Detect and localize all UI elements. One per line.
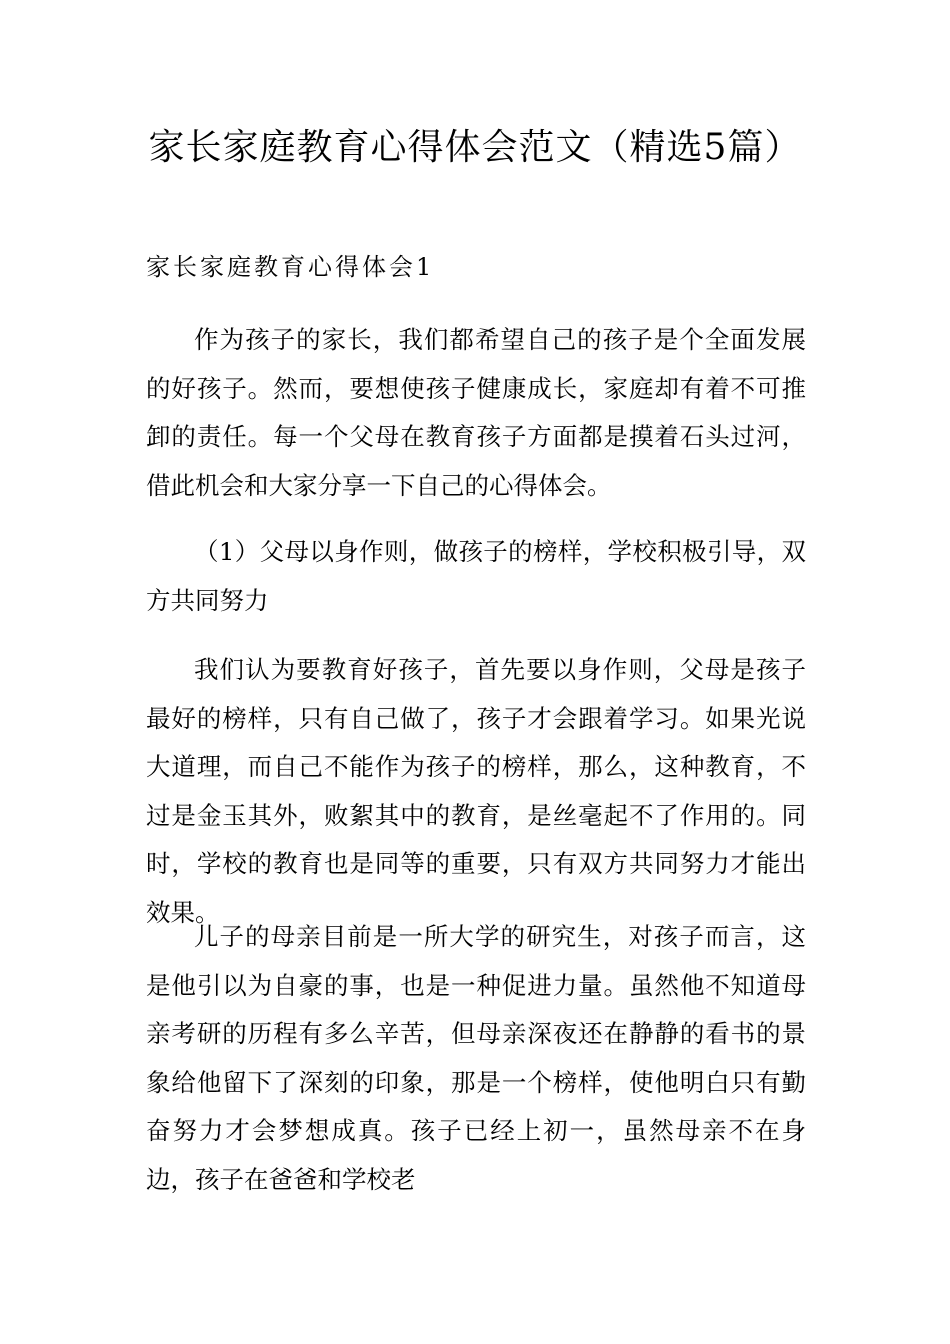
paragraph-3: 我们认为要教育好孩子，首先要以身作则，父母是孩子最好的榜样，只有自己做了，孩子才会跟着学习。如果光说大道理，而自己不能作为孩子的榜样，那么，这种教育，不过是金玉其外，败絮其中的教育，是丝毫起不了作用的。同时，学校的教育也是同等的重要，只有双方共同努力才能出效果。 <box>146 655 806 927</box>
paragraph-1: 作为孩子的家长，我们都希望自己的孩子是个全面发展的好孩子。然而，要想使孩子健康成长，家庭却有着不可推卸的责任。每一个父母在教育孩子方面都是摸着石头过河，借此机会和大家分享一下自己的心得体会。 <box>146 325 806 500</box>
document-title: 家长家庭教育心得体会范文（精选5篇） <box>148 127 802 168</box>
paragraph-4: 儿子的母亲目前是一所大学的研究生，对孩子而言，这是他引以为自豪的事，也是一种促进力量。虽然他不知道母亲考研的历程有多么辛苦，但母亲深夜还在静静的看书的景象给他留下了深刻的印象，那是一个榜样，使他明白只有勤奋努力才会梦想成真。孩子已经上初一，虽然母亲不在身边，孩子在爸爸和学校老 <box>146 922 806 1194</box>
section-heading: 家长家庭教育心得体会1 <box>146 253 435 281</box>
paragraph-2: （1）父母以身作则，做孩子的榜样，学校积极引导，双方共同努力 <box>146 537 806 615</box>
